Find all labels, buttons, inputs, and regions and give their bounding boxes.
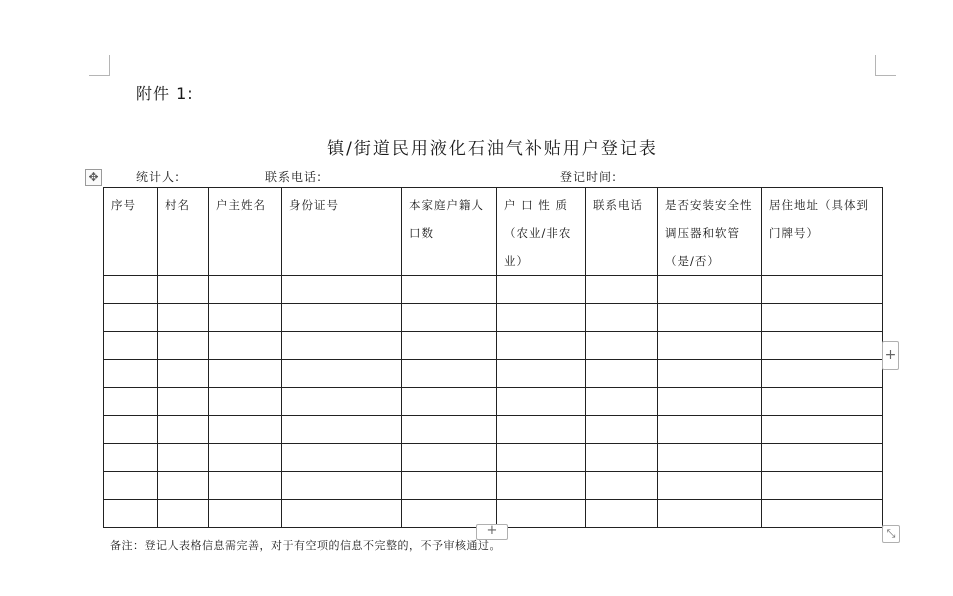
table-cell[interactable] xyxy=(282,388,402,416)
table-cell[interactable] xyxy=(402,388,497,416)
table-cell[interactable] xyxy=(762,500,883,528)
header-cell-householder-name[interactable]: 户主姓名 xyxy=(209,188,282,276)
remarks-note: 备注：登记人表格信息需完善，对于有空项的信息不完整的，不予审核通过。 xyxy=(110,539,501,552)
table-cell[interactable] xyxy=(209,444,282,472)
header-cell-household-population[interactable]: 本家庭户籍人口数 xyxy=(402,188,497,276)
table-cell[interactable] xyxy=(402,416,497,444)
header-cell-household-type[interactable]: 户 口 性 质（农业/非农业） xyxy=(497,188,586,276)
table-cell[interactable] xyxy=(586,416,658,444)
header-cell-village[interactable]: 村名 xyxy=(158,188,209,276)
attachment-label: 附件 1: xyxy=(136,84,194,103)
table-cell[interactable] xyxy=(209,304,282,332)
table-cell[interactable] xyxy=(104,332,158,360)
document-title: 镇/街道民用液化石油气补贴用户登记表 xyxy=(327,139,658,159)
register-time-label: 登记时间: xyxy=(560,170,618,184)
table-cell[interactable] xyxy=(762,444,883,472)
table-cell[interactable] xyxy=(282,332,402,360)
statistician-label: 统计人: xyxy=(136,170,181,184)
header-cell-address[interactable]: 居住地址（具体到门牌号） xyxy=(762,188,883,276)
table-cell[interactable] xyxy=(402,332,497,360)
table-cell[interactable] xyxy=(209,388,282,416)
table-cell[interactable] xyxy=(762,276,883,304)
table-cell[interactable] xyxy=(282,304,402,332)
table-cell[interactable] xyxy=(104,500,158,528)
table-cell[interactable] xyxy=(209,276,282,304)
table-cell[interactable] xyxy=(497,416,586,444)
table-cell[interactable] xyxy=(586,472,658,500)
table-cell[interactable] xyxy=(282,416,402,444)
table-cell[interactable] xyxy=(762,416,883,444)
table-cell[interactable] xyxy=(658,416,762,444)
table-cell[interactable] xyxy=(158,304,209,332)
table-cell[interactable] xyxy=(158,276,209,304)
table-cell[interactable] xyxy=(209,332,282,360)
table-row xyxy=(104,332,883,360)
table-cell[interactable] xyxy=(762,360,883,388)
add-row-plus-icon[interactable]: + xyxy=(476,524,508,540)
table-cell[interactable] xyxy=(158,472,209,500)
table-row xyxy=(104,304,883,332)
table-cell[interactable] xyxy=(586,500,658,528)
table-cell[interactable] xyxy=(658,304,762,332)
table-cell[interactable] xyxy=(497,332,586,360)
table-cell[interactable] xyxy=(402,444,497,472)
table-row xyxy=(104,444,883,472)
table-cell[interactable] xyxy=(586,360,658,388)
table-cell[interactable] xyxy=(104,388,158,416)
table-cell[interactable] xyxy=(282,276,402,304)
table-cell[interactable] xyxy=(497,304,586,332)
table-cell[interactable] xyxy=(497,276,586,304)
table-cell[interactable] xyxy=(104,472,158,500)
table-resize-icon[interactable]: ⤡ xyxy=(882,525,900,543)
table-cell[interactable] xyxy=(104,444,158,472)
table-cell[interactable] xyxy=(658,472,762,500)
header-cell-contact-phone[interactable]: 联系电话 xyxy=(586,188,658,276)
table-cell[interactable] xyxy=(158,360,209,388)
table-cell[interactable] xyxy=(158,500,209,528)
table-cell[interactable] xyxy=(282,500,402,528)
table-cell[interactable] xyxy=(402,304,497,332)
table-cell[interactable] xyxy=(586,304,658,332)
table-cell[interactable] xyxy=(497,500,586,528)
table-cell[interactable] xyxy=(762,304,883,332)
table-cell[interactable] xyxy=(282,360,402,388)
table-cell[interactable] xyxy=(402,276,497,304)
table-cell[interactable] xyxy=(762,388,883,416)
contact-phone-label: 联系电话: xyxy=(265,170,323,184)
table-cell[interactable] xyxy=(104,360,158,388)
table-cell[interactable] xyxy=(658,276,762,304)
table-cell[interactable] xyxy=(158,416,209,444)
table-cell[interactable] xyxy=(104,276,158,304)
table-row xyxy=(104,416,883,444)
page-corner-mark-top-left xyxy=(89,55,110,76)
header-cell-id-number[interactable]: 身份证号 xyxy=(282,188,402,276)
table-cell[interactable] xyxy=(762,472,883,500)
table-cell[interactable] xyxy=(282,444,402,472)
table-row xyxy=(104,360,883,388)
table-header-row xyxy=(104,188,883,276)
table-row xyxy=(104,472,883,500)
header-cell-safety-regulator[interactable]: 是否安装安全性调压器和软管（是/否） xyxy=(658,188,762,276)
add-column-plus-icon[interactable]: + xyxy=(882,341,899,370)
table-cell[interactable] xyxy=(762,332,883,360)
table-cell[interactable] xyxy=(209,360,282,388)
table-cell[interactable] xyxy=(104,416,158,444)
table-cell[interactable] xyxy=(209,500,282,528)
table-cell[interactable] xyxy=(586,332,658,360)
table-cell[interactable] xyxy=(282,472,402,500)
table-cell[interactable] xyxy=(497,444,586,472)
table-cell[interactable] xyxy=(209,472,282,500)
table-cell[interactable] xyxy=(497,472,586,500)
table-cell[interactable] xyxy=(402,360,497,388)
table-cell[interactable] xyxy=(658,500,762,528)
table-cell[interactable] xyxy=(402,472,497,500)
table-cell[interactable] xyxy=(658,360,762,388)
table-cell[interactable] xyxy=(209,416,282,444)
registration-table xyxy=(103,187,883,528)
table-cell[interactable] xyxy=(104,304,158,332)
page-corner-mark-top-right xyxy=(875,55,896,76)
table-cell[interactable] xyxy=(586,276,658,304)
table-cell[interactable] xyxy=(658,332,762,360)
table-row xyxy=(104,276,883,304)
table-cell[interactable] xyxy=(586,388,658,416)
header-cell-index[interactable]: 序号 xyxy=(104,188,158,276)
table-cell[interactable] xyxy=(658,444,762,472)
table-cell[interactable] xyxy=(497,388,586,416)
table-cell[interactable] xyxy=(586,444,658,472)
table-cell[interactable] xyxy=(158,388,209,416)
table-cell[interactable] xyxy=(158,332,209,360)
table-row xyxy=(104,388,883,416)
table-cell[interactable] xyxy=(158,444,209,472)
table-move-handle-icon[interactable]: ✥ xyxy=(85,169,102,186)
table-cell[interactable] xyxy=(497,360,586,388)
table-cell[interactable] xyxy=(658,388,762,416)
